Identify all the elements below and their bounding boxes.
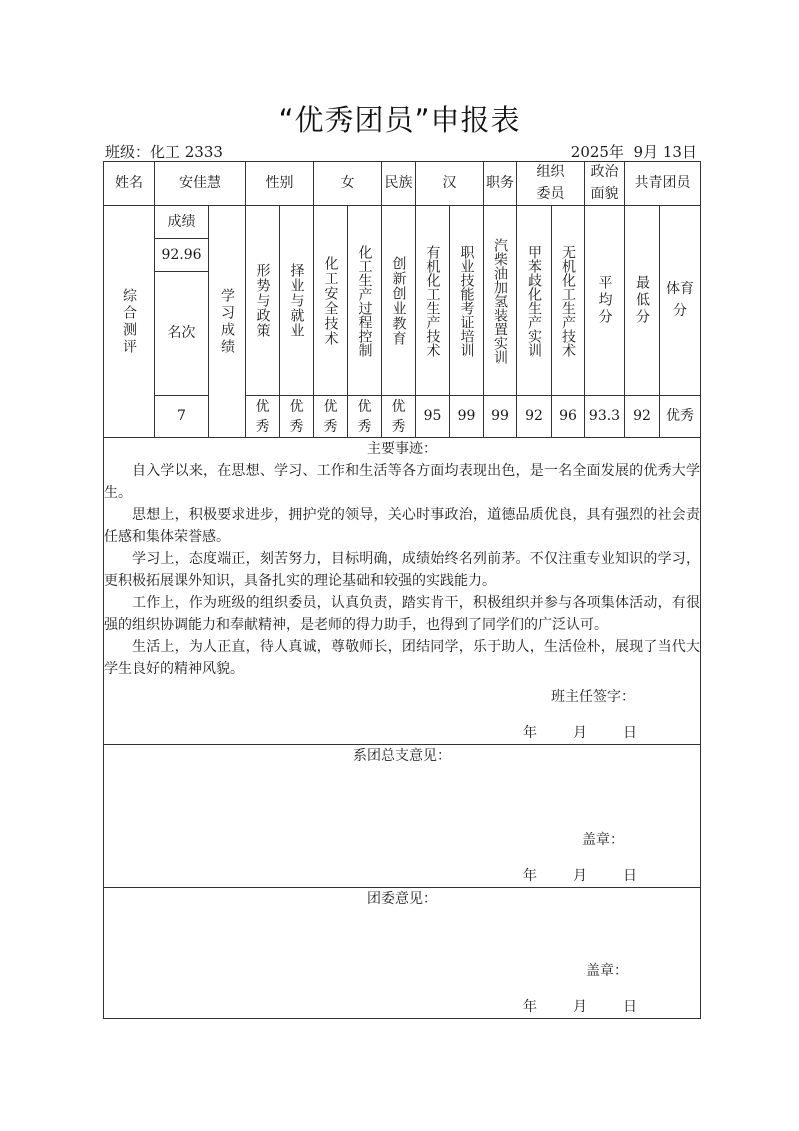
date-month-unit: 月 bbox=[573, 725, 587, 742]
branch-opinion-label: 系团总支意见： bbox=[353, 748, 451, 765]
application-date bbox=[571, 141, 697, 162]
pe-label-line1: 体育 bbox=[666, 281, 694, 298]
course-name-5 bbox=[416, 206, 450, 396]
date-year-unit: 年 bbox=[523, 868, 537, 885]
deeds-paragraph-3: 工作上，作为班级的组织委员，认真负责，踏实肯干，积极组织并参与各项集体活动，有很强的组织协调能力和奉献精神，是老师的得力助手，也得到了同学们的广泛认可。 bbox=[104, 595, 700, 634]
pe-value[interactable]: 优秀 bbox=[660, 396, 701, 438]
course-grade-1[interactable] bbox=[280, 396, 314, 438]
date-year-unit: 年 bbox=[608, 143, 624, 161]
course-grade-7[interactable]: 99 bbox=[484, 396, 517, 438]
position-value-line2: 委员 bbox=[536, 185, 565, 202]
pe-label-line2: 分 bbox=[673, 302, 687, 319]
course-name-8 bbox=[517, 206, 552, 396]
ethnicity-label: 民族 bbox=[382, 162, 416, 206]
date-year-unit: 年 bbox=[523, 725, 537, 742]
ethnicity-value[interactable] bbox=[416, 162, 484, 206]
political-label-line2: 面貌 bbox=[590, 185, 619, 202]
course-name-0 bbox=[246, 206, 280, 396]
score-label: 成绩 bbox=[155, 206, 209, 239]
date-day-unit: 日 bbox=[681, 143, 697, 161]
course-grade-text: 优秀 bbox=[323, 398, 338, 435]
course-grade-3[interactable] bbox=[348, 396, 382, 438]
date-day: 13 bbox=[662, 143, 682, 161]
deeds-paragraph-2: 学习上，态度端正，刻苦努力，目标明确，成绩始终名列前茅。不仅注重专业知识的学习，更积极拓展课外知识，具备扎实的理论基础和较强的实践能力。 bbox=[104, 551, 700, 590]
evaluation-section-text: 综合测评 bbox=[121, 287, 137, 356]
deeds-paragraph-0: 自入学以来，在思想、学习、工作和生活等各方面均表现出色，是一名全面发展的优秀大学生。 bbox=[104, 463, 700, 502]
date-day-unit: 日 bbox=[623, 725, 637, 742]
average-value[interactable]: 93.3 bbox=[585, 396, 625, 438]
course-name-6 bbox=[450, 206, 484, 396]
course-name-4 bbox=[382, 206, 416, 396]
rank-value[interactable]: 7 bbox=[155, 396, 209, 438]
committee-opinion-section[interactable] bbox=[104, 888, 701, 1019]
class-label: 班级：化工 2333 bbox=[105, 143, 223, 161]
course-name-text: 化工安全技术 bbox=[322, 255, 339, 346]
committee-opinion-label: 团委意见： bbox=[367, 891, 437, 908]
course-grade-text: 优秀 bbox=[391, 398, 406, 435]
course-grade-text: 优秀 bbox=[289, 398, 304, 435]
academic-label-text: 学习成绩 bbox=[219, 287, 235, 356]
name-value[interactable]: 安佳慧 bbox=[155, 162, 246, 206]
pe-label bbox=[660, 206, 701, 396]
position-value-line1: 组织 bbox=[536, 164, 565, 180]
deeds-paragraph-1: 思想上，积极要求进步，拥护党的领导，关心时事政治，道德品质优良，具有强烈的社会责任感和集体荣誉感。 bbox=[104, 507, 700, 546]
position-value[interactable] bbox=[517, 162, 585, 206]
political-value[interactable]: 共青团员 bbox=[625, 162, 701, 206]
course-grade-4[interactable] bbox=[382, 396, 416, 438]
lowest-label bbox=[625, 206, 660, 396]
date-month-unit: 月 bbox=[573, 999, 587, 1016]
course-name-text: 形势与政策 bbox=[254, 263, 271, 339]
course-name-text: 甲苯歧化生产实训 bbox=[526, 244, 542, 357]
course-name-text: 职业技能考证培训 bbox=[458, 244, 475, 357]
course-name-3 bbox=[348, 206, 382, 396]
score-value[interactable]: 92.96 bbox=[155, 239, 209, 272]
main-deeds-section[interactable] bbox=[104, 438, 701, 745]
branch-opinion-date bbox=[104, 865, 700, 887]
teacher-signature-label: 班主任签字： bbox=[551, 689, 635, 706]
gender-value[interactable]: 女 bbox=[314, 162, 382, 206]
branch-opinion-blank-area[interactable] bbox=[104, 767, 700, 823]
course-grade-6[interactable]: 99 bbox=[450, 396, 484, 438]
committee-opinion-date bbox=[104, 996, 700, 1018]
branch-opinion-section[interactable] bbox=[104, 745, 701, 888]
date-month-unit: 月 bbox=[573, 868, 587, 885]
course-name-text: 择业与就业 bbox=[288, 263, 305, 339]
evaluation-row-1 bbox=[104, 206, 701, 239]
course-name-7 bbox=[484, 206, 517, 396]
course-grade-0[interactable] bbox=[246, 396, 280, 438]
basic-info-row bbox=[104, 162, 701, 206]
name-label: 姓名 bbox=[104, 162, 155, 206]
date-day-unit: 日 bbox=[623, 999, 637, 1016]
committee-stamp-label: 盖章： bbox=[586, 963, 628, 980]
gender-label: 性别 bbox=[246, 162, 314, 206]
academic-label bbox=[209, 206, 246, 438]
date-month: 9 bbox=[633, 143, 644, 161]
course-name-text: 创新创业教育 bbox=[390, 255, 407, 346]
main-deeds-label: 主要事迹： bbox=[367, 441, 437, 458]
course-name-text: 汽柴油加氢装置实训 bbox=[492, 237, 508, 364]
position-label: 职务 bbox=[484, 162, 517, 206]
average-label-text: 平均分 bbox=[596, 275, 613, 327]
course-grade-2[interactable] bbox=[314, 396, 348, 438]
course-name-text: 无机化工生产技术 bbox=[560, 244, 576, 357]
date-year: 2025 bbox=[570, 143, 609, 161]
ethnicity-value-text: 汉 bbox=[442, 174, 457, 191]
application-form-table bbox=[103, 161, 701, 1019]
date-year-unit: 年 bbox=[523, 999, 537, 1016]
deeds-paragraph-4: 生活上，为人正直，待人真诚，尊敬师长，团结同学，乐于助人，生活俭朴，展现了当代大学生良好的精神风貌。 bbox=[104, 639, 700, 678]
evaluation-section-label bbox=[104, 206, 155, 438]
political-label bbox=[585, 162, 625, 206]
course-name-1 bbox=[280, 206, 314, 396]
committee-opinion-blank-area[interactable] bbox=[104, 910, 700, 954]
course-name-9 bbox=[552, 206, 585, 396]
course-name-2 bbox=[314, 206, 348, 396]
branch-opinion-row bbox=[104, 745, 701, 888]
average-label bbox=[585, 206, 625, 396]
course-grade-text: 优秀 bbox=[357, 398, 372, 435]
teacher-signature-date bbox=[104, 722, 700, 744]
lowest-value[interactable]: 92 bbox=[625, 396, 660, 438]
evaluation-values-row bbox=[104, 396, 701, 438]
date-month-unit: 月 bbox=[643, 143, 659, 161]
page-title: “优秀团员”申报表 bbox=[278, 103, 521, 137]
committee-opinion-row bbox=[104, 888, 701, 1019]
course-grade-9[interactable]: 96 bbox=[552, 396, 585, 438]
course-grade-text: 优秀 bbox=[255, 398, 270, 435]
course-grade-5[interactable]: 95 bbox=[416, 396, 450, 438]
political-label-line1: 政治 bbox=[590, 164, 619, 180]
course-name-text: 有机化工生产技术 bbox=[424, 244, 441, 357]
date-day-unit: 日 bbox=[623, 868, 637, 885]
course-name-text: 化工生产过程控制 bbox=[356, 244, 373, 357]
rank-label: 名次 bbox=[155, 272, 209, 396]
main-deeds-row bbox=[104, 438, 701, 745]
branch-stamp-label: 盖章： bbox=[582, 832, 624, 849]
course-grade-8[interactable]: 92 bbox=[517, 396, 552, 438]
lowest-label-text: 最低分 bbox=[634, 275, 650, 327]
